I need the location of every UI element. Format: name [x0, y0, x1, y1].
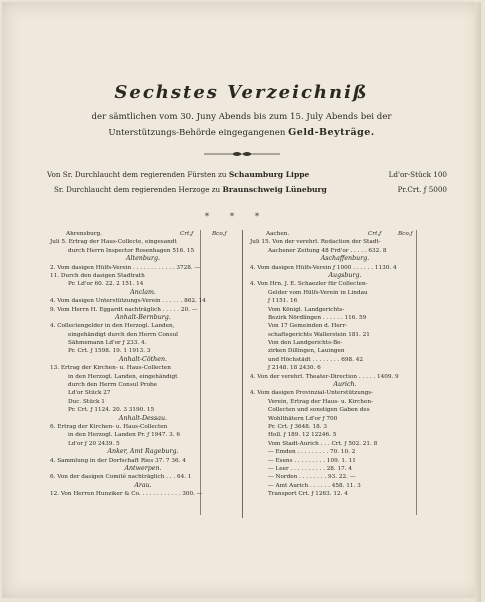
- right-line: Von den Landgerichts-Be-: [268, 340, 343, 347]
- left-line: Altenburg.: [125, 255, 160, 263]
- star-3: *: [255, 212, 259, 221]
- right-line: Augsburg.: [328, 271, 362, 279]
- right-line: schaftsgerichts Wallerstein 181. 21: [268, 331, 370, 338]
- right-line: zirken Dillingen, Lauingen: [268, 348, 345, 355]
- dedication-1-amount: Ld'or-Stück 100: [388, 170, 447, 179]
- page-title: Sechstes Verzeichniß: [114, 82, 369, 103]
- left-line: 4. Sammlung in der Dorfschaft Ries 37. 7 36. 4: [50, 457, 186, 464]
- right-header-row: [246, 230, 444, 238]
- right-line: Verein, Ertrag der Haus- u. Kirchen-: [268, 398, 373, 405]
- right-line: — Emden . . . . . . . . . 70. 10. 2: [268, 449, 356, 456]
- left-line: Anhalt-Dessau.: [118, 414, 168, 422]
- right-line: 4. Vom dasigen Hülfs-Verein ƒ 1000 . . . . . . 1130. 4: [250, 264, 397, 271]
- right-column: [246, 230, 444, 499]
- left-line: Anhalt-Bernburg.: [115, 313, 171, 321]
- left-column: [46, 230, 240, 499]
- right-line: — Amt Aurich . . . . . . 458. 11. 3: [268, 482, 361, 489]
- subtitle-bold: Geld-Beyträge.: [288, 127, 375, 138]
- left-line: Antwerpen.: [124, 464, 162, 472]
- left-line: Duc. Stück 1: [68, 398, 105, 405]
- dedication-1: [47, 170, 447, 179]
- left-line: Anclam.: [130, 288, 156, 296]
- left-line: Anhalt-Cöthen.: [118, 355, 168, 363]
- right-line: Collecten und sonstigen Gaben des: [268, 407, 370, 414]
- dedication-2: [54, 185, 447, 194]
- left-line: Arau.: [134, 481, 152, 489]
- right-line: Wohlthätern Ld'or ƒ 700: [268, 415, 338, 422]
- right-line: ƒ 2148. 18 2430. 6: [268, 365, 321, 372]
- left-line: 6. Ertrag der Kirchen- u. Haus-Collecten: [50, 423, 168, 430]
- right-col2-header: Bco.ƒ: [398, 231, 413, 237]
- dedication-2-text: Sr. Durchlaucht dem regierenden Herzoge zu: [54, 185, 221, 194]
- right-line: Holl. ƒ 189. 12 12246. 5: [268, 432, 337, 439]
- left-line: Ld'or Stück 27: [68, 390, 111, 397]
- left-line: 4. Vom dasigen Unterstützungs-Verein . . . . . . 862. 14: [50, 298, 206, 305]
- left-line: Anker, Amt Rageburg.: [107, 448, 179, 456]
- right-line: Aachener Zeitung 48 Frd'or . . . . . 632. 8: [268, 247, 387, 254]
- left-line: eingehändigt durch den Herrn Consul: [68, 331, 178, 338]
- left-line: Pr. Ld'or 60. 22. 2 151. 14: [68, 281, 144, 288]
- left-line: 6. Von der dasigen Comité nachträglich . . . 64. 1: [50, 474, 192, 481]
- left-line: 11. Durch den dasigen Stadtrath: [50, 272, 145, 279]
- right-line: Gelder vom Hülfs-Verein in Lindau: [268, 289, 368, 296]
- right-line: Pr. Crt. ƒ 3648. 18. 3: [268, 423, 327, 430]
- right-line: Bezirk Nördlingen . . . . . . 116. 59: [268, 314, 367, 321]
- right-line: 4. Vom dasigen Provinzial-Unterstützungs-: [250, 390, 374, 397]
- right-line: und Höchstädt . . . . . . . . 698. 42: [268, 356, 363, 363]
- left-line: 9. Vom Herrn H. Eggardt nachträglich . . . . . 20. —: [50, 306, 198, 313]
- right-line: ƒ 1151. 16: [268, 298, 298, 305]
- star-1: *: [205, 212, 209, 221]
- left-line: durch Herrn Inspector Rosenhagen 516. 15: [68, 247, 195, 254]
- subtitle-line2: [2, 127, 481, 138]
- right-line: — Esens . . . . . . . . . 109. 1. 11: [268, 457, 356, 464]
- right-line: — Norden . . . . . . . . 93. 22. —: [268, 474, 356, 481]
- right-line: — Leer . . . . . . . . . . 28. 17. 4: [268, 465, 353, 472]
- subtitle-line1: der sämtlichen vom 30. Juny Abends bis zum 15. July Abends bei der: [91, 112, 392, 122]
- dedication-2-amount: Pr.Crt. ƒ 5000: [397, 185, 447, 194]
- left-line: 2. Vom dasigen Hülfs-Verein . . . . . . . . . . . . 3728. —: [50, 264, 201, 271]
- left-line: Juli 5. Ertrag der Haus-Collecte, eingesandt: [50, 239, 177, 246]
- left-line: in den Herzogl. Landen Pr. ƒ 1947. 3. 6: [68, 432, 181, 439]
- left-line: Pr. Crt. ƒ 1124. 20. 3 3190. 15: [68, 407, 155, 414]
- right-line: 4. Von der verehrl. Theater-Direction . . . . . 1409. 9: [250, 373, 399, 380]
- dedication-1-text: Von Sr. Durchlaucht dem regierenden Fürsten zu: [47, 170, 227, 179]
- right-line: Vom Stadt-Aurich . . . Crt. ƒ 502. 21. 8: [268, 440, 378, 447]
- left-line: 4. Collectengelder in den Herzogl. Landen,: [50, 323, 175, 330]
- left-col2-header: Bco.ƒ: [212, 231, 227, 237]
- left-line: in den Herzogl. Landen, eingehändigt: [68, 373, 178, 380]
- left-line: 13. Ertrag der Kirchen- u. Haus-Collecten: [50, 365, 171, 372]
- column-divider: [242, 230, 243, 518]
- left-lines: [46, 238, 240, 498]
- document-page: [2, 2, 481, 598]
- right-line: Von 17 Gemeinden d. Herr-: [268, 323, 348, 330]
- ornament-divider: [202, 150, 282, 158]
- left-line: Pr. Crt. ƒ 1598. 19. 1 1913. 3: [68, 348, 151, 355]
- right-line: Juli 15. Von der verehrl. Redaction der Stadt-: [250, 239, 381, 246]
- left-line: Ld'or ƒ 20 2439. 5: [68, 440, 120, 447]
- left-line: Sähmemann Ld'or ƒ 233. 4.: [68, 340, 147, 347]
- left-col1-header: Crt.ƒ: [180, 231, 194, 237]
- star-2: *: [230, 212, 234, 221]
- left-header-row: [46, 230, 240, 238]
- right-line: Vom Königl. Landgerichts-: [268, 306, 345, 313]
- left-place: Ahrensburg.: [66, 231, 102, 237]
- right-col1-header: Crt.ƒ: [368, 231, 382, 237]
- subtitle-prefix: Unterstützungs-Behörde eingegangenen: [108, 128, 286, 138]
- left-line: 12. Von Herren Hunziker & Co. . . . . . . . . . . . 300. —: [50, 491, 203, 498]
- right-line: Aurich.: [333, 381, 357, 389]
- right-line: 4. Von Hrn. J. E. Schaezler für Collecten-: [250, 281, 368, 288]
- left-line: durch den Herrn Consul Probe: [68, 382, 158, 389]
- right-line: Aschaffenburg.: [320, 255, 370, 263]
- right-line: Transport Crt. ƒ 1263. 12. 4: [268, 491, 348, 498]
- right-place: Aachen.: [266, 231, 290, 237]
- right-lines: [246, 238, 444, 498]
- dedication-1-name: Schaumburg Lippe: [228, 170, 310, 179]
- dedication-2-name: Braunschweig Lüneburg: [222, 185, 327, 194]
